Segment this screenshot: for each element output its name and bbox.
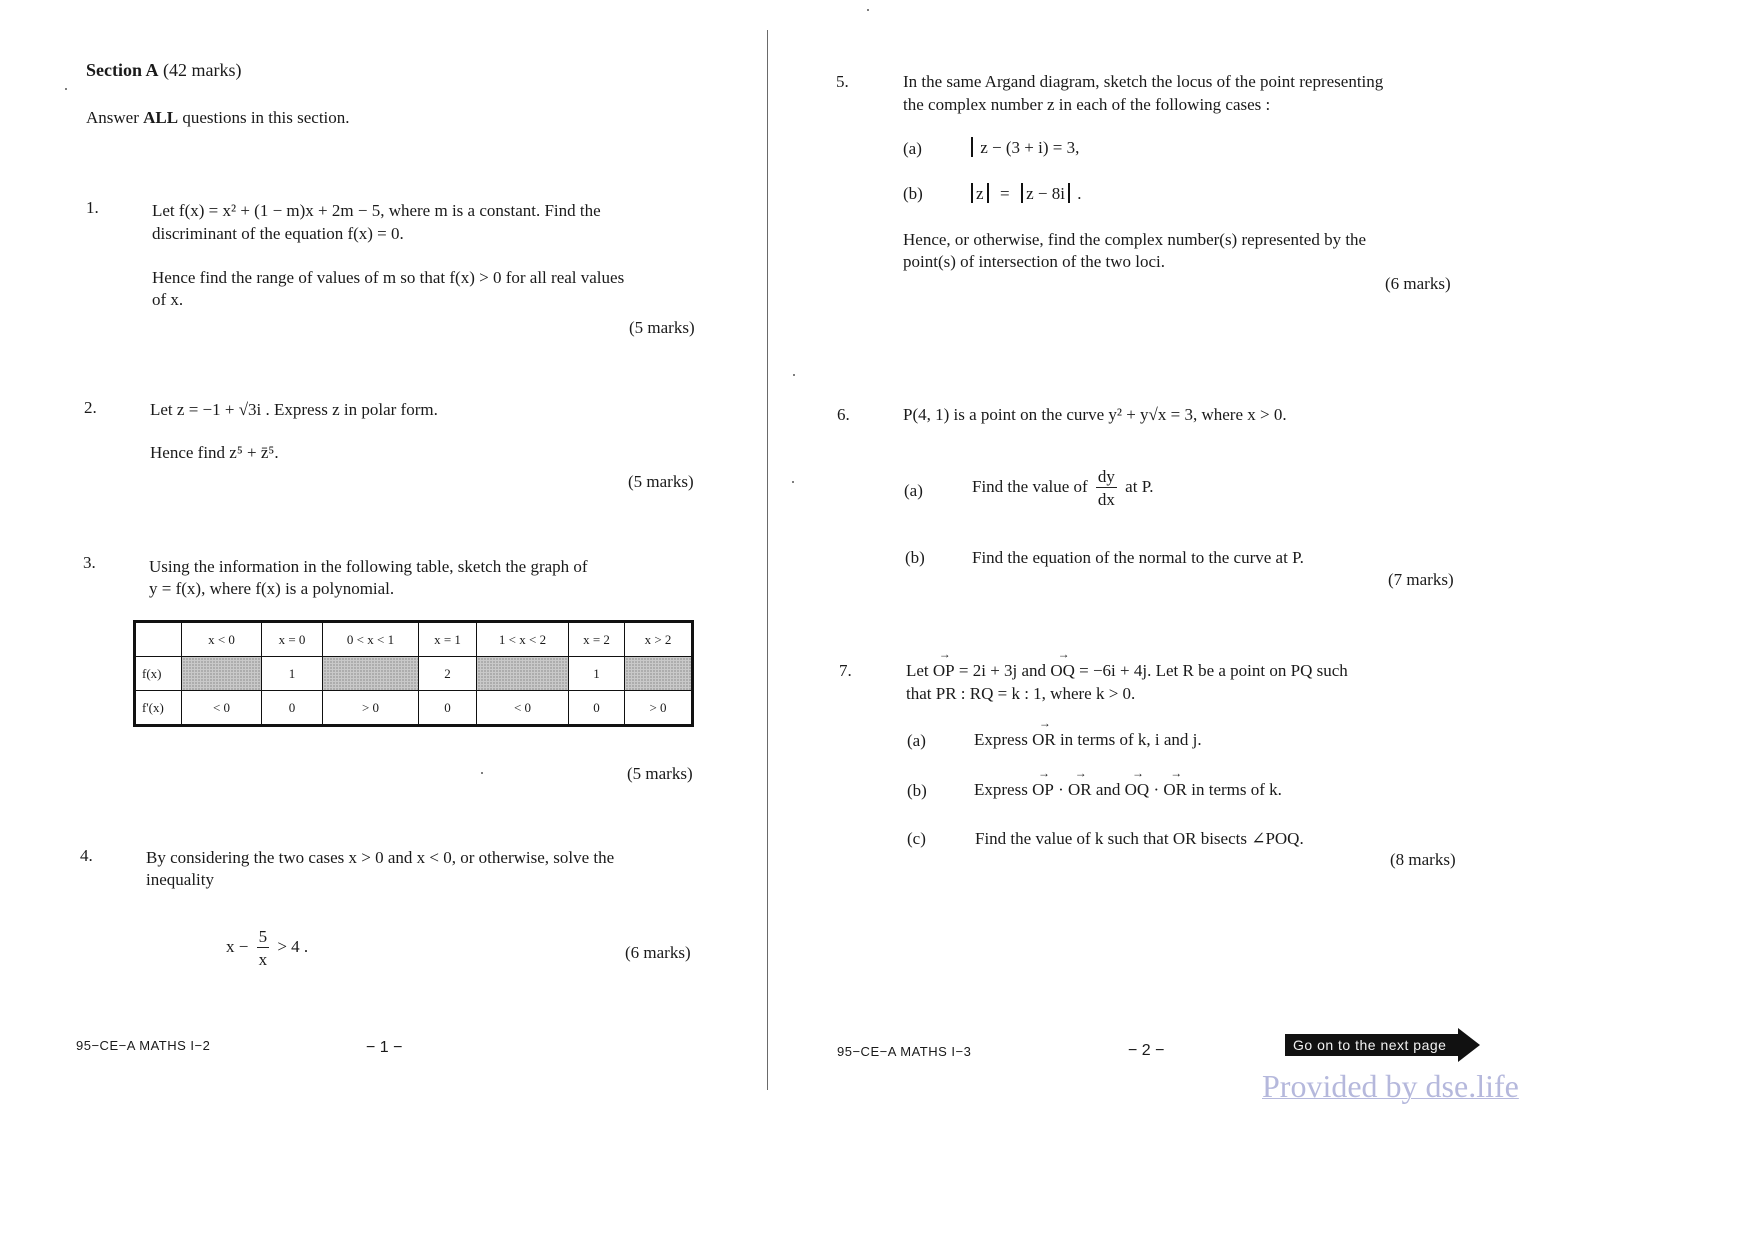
question-number: 2. — [84, 398, 97, 417]
modulus-bar — [971, 183, 973, 203]
shaded-cell — [625, 657, 693, 691]
table-header-cell: x = 2 — [569, 622, 625, 657]
question-text: By considering the two cases x > 0 and x < 0, or otherwise, solve the — [146, 848, 615, 867]
next-page-label: Go on to the next page — [1285, 1034, 1458, 1056]
question-text: Hence find z⁵ + z̄⁵. — [150, 443, 279, 462]
scan-speck — [65, 88, 67, 90]
marks-label: (5 marks) — [627, 764, 693, 783]
marks-label: (6 marks) — [625, 943, 691, 962]
part-label: (a) — [907, 731, 926, 750]
question-number: 7. — [839, 661, 852, 680]
footer-paper-code: 95−CE−A MATHS I−3 — [837, 1044, 972, 1059]
scan-speck — [792, 481, 794, 483]
section-heading: Section A (42 marks) — [86, 60, 242, 80]
shaded-cell — [182, 657, 262, 691]
table-cell: 0 — [262, 691, 323, 726]
table-cell: 0 — [569, 691, 625, 726]
vector-OQ: → OQ — [1050, 661, 1075, 681]
scan-speck — [793, 374, 795, 376]
table-cell: 0 — [419, 691, 477, 726]
question-number: 6. — [837, 405, 850, 424]
shaded-cell — [323, 657, 419, 691]
table-cell: < 0 — [477, 691, 569, 726]
table-row-dfx — [135, 691, 693, 726]
question-text: discriminant of the equation f(x) = 0. — [152, 224, 404, 243]
table-cell: > 0 — [625, 691, 693, 726]
vector-OP: → OP — [933, 661, 955, 681]
table-header-row — [135, 622, 693, 657]
question-number: 4. — [80, 846, 93, 865]
marks-label: (6 marks) — [1385, 274, 1451, 293]
modulus-equation: z − (3 + i) = 3, — [968, 137, 1079, 158]
question-text: Let z = −1 + √3i . Express z in polar form. — [150, 400, 438, 419]
inequality-expression: x − $\frac{5}{x}$ > 4 . — [226, 927, 309, 969]
question-text: inequality — [146, 870, 214, 889]
part-text: Express → OP · → OR and → OQ · → OR in terms of k. — [974, 780, 1282, 800]
scan-speck — [481, 772, 483, 774]
question-number: 3. — [83, 553, 96, 572]
question-number: 5. — [836, 72, 849, 91]
part-label: (a) — [903, 139, 922, 158]
shaded-cell — [477, 657, 569, 691]
table-row-label: f(x) — [135, 657, 182, 691]
vector-OR: → OR — [1163, 780, 1187, 800]
table-header-cell: x = 1 — [419, 622, 477, 657]
modulus-bar — [1021, 183, 1023, 203]
marks-label: (5 marks) — [629, 318, 695, 337]
part-label: (b) — [905, 548, 925, 567]
table-header-cell: x > 2 — [625, 622, 693, 657]
table-header-cell — [135, 622, 182, 657]
page-number: − 2 − — [1128, 1042, 1165, 1059]
derivative-fraction: $\frac{dy}{dx}$ — [1097, 467, 1115, 509]
table-cell: > 0 — [323, 691, 419, 726]
scan-speck — [867, 9, 869, 11]
next-page-button[interactable] — [1285, 1030, 1480, 1060]
question-text: of x. — [152, 290, 184, 309]
table-row-label: f'(x) — [135, 691, 182, 726]
question-text: Let f(x) = x² + (1 − m)x + 2m − 5, where m is a constant. Find the — [152, 201, 601, 220]
part-label: (c) — [907, 829, 926, 848]
question-text: y = f(x), where f(x) is a polynomial. — [149, 579, 395, 598]
modulus-bar — [987, 183, 989, 203]
table-header-cell: x = 0 — [262, 622, 323, 657]
marks-label: (5 marks) — [628, 472, 694, 491]
question-text: the complex number z in each of the following cases : — [903, 95, 1271, 114]
part-text: Find the value of $\frac{dy}{dx}$ at P. — [972, 467, 1154, 509]
fraction: $\frac{5}{x}$ — [258, 927, 268, 969]
table-row-fx — [135, 657, 693, 691]
function-table — [133, 620, 694, 727]
page-number: − 1 − — [366, 1039, 403, 1056]
question-text: In the same Argand diagram, sketch the locus of the point representing — [903, 72, 1384, 91]
part-text: Find the equation of the normal to the curve at P. — [972, 548, 1304, 567]
question-text: Using the information in the following table, sketch the graph of — [149, 557, 588, 576]
vector-OR: → OR — [1068, 780, 1092, 800]
table-cell: 1 — [569, 657, 625, 691]
table-header-cell: 0 < x < 1 — [323, 622, 419, 657]
table-header-cell: x < 0 — [182, 622, 262, 657]
arrow-right-icon — [1458, 1028, 1480, 1062]
table-header-cell: 1 < x < 2 — [477, 622, 569, 657]
question-text: P(4, 1) is a point on the curve y² + y√x = 3, where x > 0. — [903, 405, 1287, 424]
part-text: Express → OR in terms of k, i and j. — [974, 730, 1202, 750]
page-divider — [767, 30, 768, 1090]
marks-label: (7 marks) — [1388, 570, 1454, 589]
question-text: Hence find the range of values of m so that f(x) > 0 for all real values — [152, 268, 625, 287]
modulus-bar — [971, 137, 973, 157]
watermark-link[interactable]: Provided by dse.life — [1262, 1068, 1519, 1104]
part-text: Find the value of k such that OR bisects ∠POQ. — [975, 829, 1304, 848]
vector-OR: → OR — [1032, 730, 1056, 750]
table-cell: 1 — [262, 657, 323, 691]
vector-OQ: → OQ — [1125, 780, 1150, 800]
part-label: (a) — [904, 481, 923, 500]
modulus-equation: z = z − 8i . — [968, 183, 1082, 204]
table-cell: < 0 — [182, 691, 262, 726]
part-label: (b) — [907, 781, 927, 800]
modulus-bar — [1068, 183, 1070, 203]
part-label: (b) — [903, 184, 923, 203]
vector-OP: → OP — [1032, 780, 1054, 800]
question-text: that PR : RQ = k : 1, where k > 0. — [906, 684, 1136, 703]
question-number: 1. — [86, 198, 99, 217]
question-text: point(s) of intersection of the two loci. — [903, 252, 1166, 271]
section-instruction: Answer ALL questions in this section. — [86, 108, 350, 127]
table-cell: 2 — [419, 657, 477, 691]
footer-paper-code: 95−CE−A MATHS I−2 — [76, 1038, 211, 1053]
marks-label: (8 marks) — [1390, 850, 1456, 869]
question-text: Hence, or otherwise, find the complex number(s) represented by the — [903, 230, 1367, 249]
question-text: Let → OP = 2i + 3j and → OQ = −6i + 4j. Let R be a point on PQ such — [906, 661, 1348, 681]
